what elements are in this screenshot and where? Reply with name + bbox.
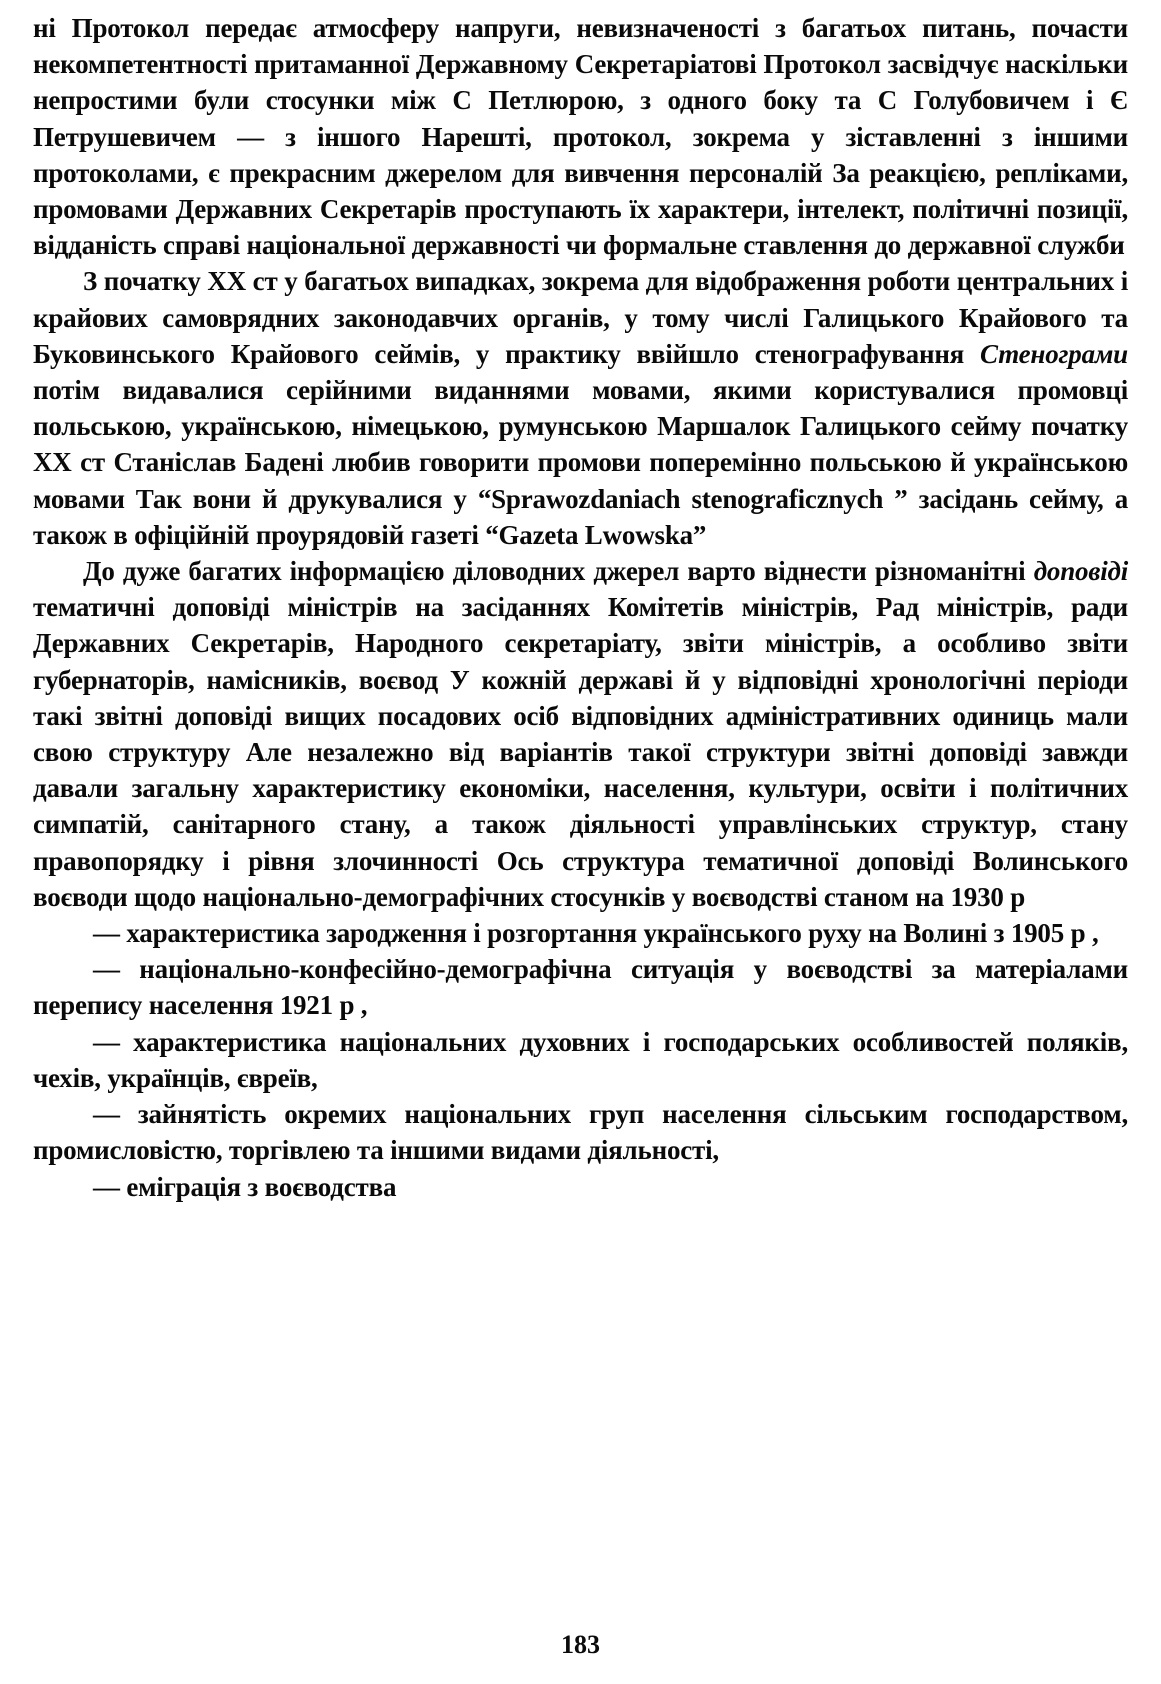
paragraph-protocol: ні Протокол передає атмосферу напруги, невизначеності з багатьох питань, почасти некомпетентності притаманної Державному Секретаріатові Протокол засвідчує наскільки непростими були стосунки між С Петлюрою, з одного боку та С Голубовичем і Є Петрушевичем — з іншого Нарешті, протокол, зокрема у зіставленні з іншими протоколами, є прекрасним джерелом для вивчення персоналій За реакцією, репліками, промовами Державних Секретарів проступають їх характери, інтелект, політичні позиції, відданість справі національної державності чи формальне ставлення до державної служби <box>33 13 1128 261</box>
list-item: — зайнятість окремих національних груп населення сільським господарством, промисловістю, торгівлею та іншими видами діяльності, <box>33 1099 1128 1166</box>
list-item: — характеристика національних духовних і господарських особливостей поляків, чехів, українців, євреїв, <box>33 1026 1128 1093</box>
paragraph-stenography-text-b: потім видавалися серійними виданнями мовами, якими користувалися промовці польською, українською, німецькою, румунською Маршалок Галицького сейму початку XX ст Станіслав Бадені любив говорити промови поперемінно польською й українською мовами Так вони й друкувалися у “Sprawozdaniach stenograficznych ” засідань сейму, а також в офіційній проурядовій газеті “Gazeta Lwowska” <box>33 375 1128 550</box>
term-reports: доповіді <box>1033 556 1128 587</box>
list-item: — еміграція з воєводства <box>93 1171 397 1202</box>
list-item: — характеристика зародження і розгортання українського руху на Волині з 1905 р , <box>93 918 1099 949</box>
paragraph-stenography <box>33 263 1128 553</box>
page-number: 183 <box>561 1630 600 1659</box>
page-body <box>33 10 1128 1205</box>
list-item: — національно-конфесійно-демографічна ситуація у воєводстві за матеріалами перепису населення 1921 р , <box>33 954 1128 1021</box>
paragraph-stenography-text-a: З початку XX ст у багатьох випадках, зокрема для відображення роботи центральних і крайових самоврядних законодавчих органів, у тому числі Галицького Крайового та Буковинського Крайового сеймів, у практику ввійшло стенографування <box>33 266 1128 369</box>
paragraph-reports-text-a: До дуже багатих інформацією діловодних джерел варто віднести різноманітні <box>83 556 1034 587</box>
term-stenograms: Стенограми <box>980 338 1128 369</box>
paragraph-reports-text-b: тематичні доповіді міністрів на засіданнях Комітетів міністрів, Рад міністрів, ради Державних Секретарів, Народного секретаріату, звіти міністрів, а особливо звіти губернаторів, намісників, воєвод У кожній державі й у відповідні хронологічні періоди такі звітні доповіді вищих посадових осіб відповідних адміністративних одиниць мали свою структуру Але незалежно від варіантів такої структури звітні доповіді завжди давали загальну характеристику економіки, населення, культури, освіти і політичних симпатій, санітарного стану, а також діяльності управлінських структур, стану правопорядку і рівня злочинності Ось структура тематичної доповіді Волинського воєводи щодо національно-демографічних стосунків у воєводстві станом на 1930 р <box>33 592 1128 912</box>
paragraph-reports <box>33 553 1128 915</box>
